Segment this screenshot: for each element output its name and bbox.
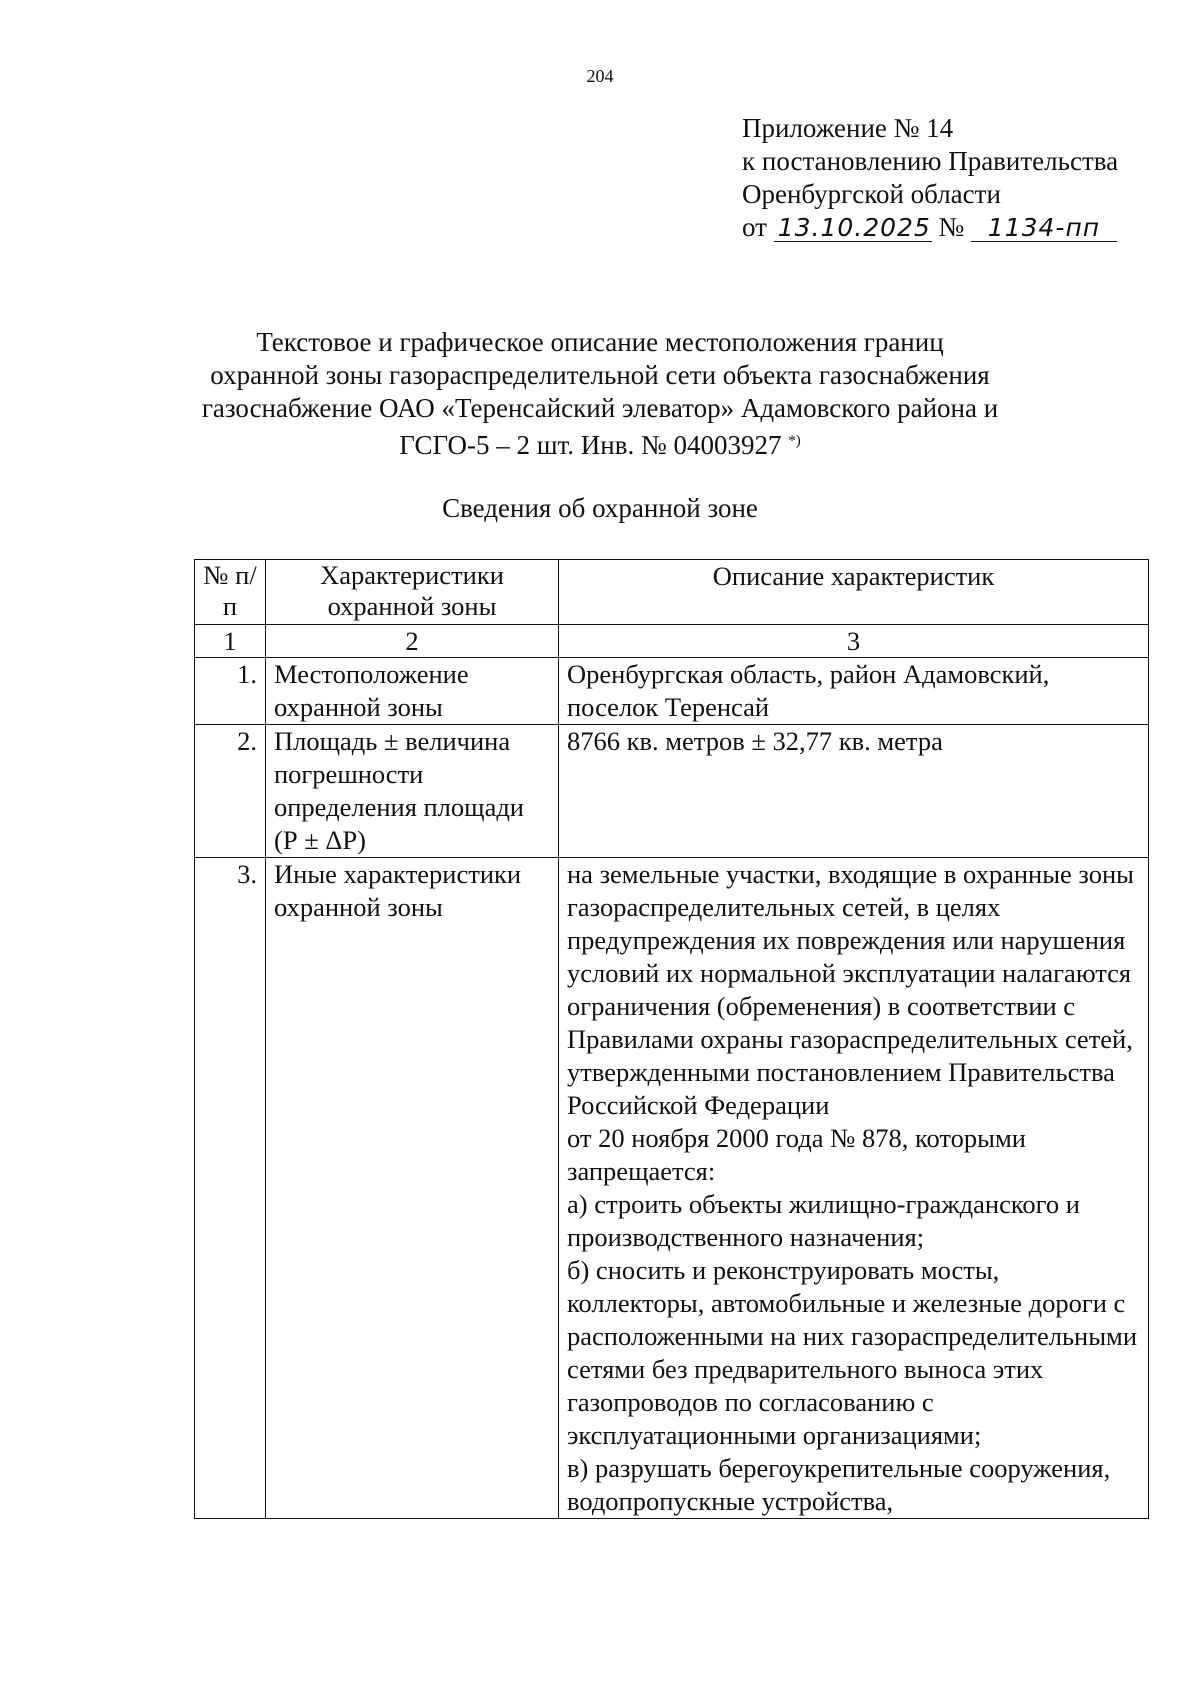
document-title bbox=[0, 326, 1200, 462]
title-line-1: Текстовое и графическое описание местоположения границ bbox=[256, 327, 944, 357]
table-row bbox=[195, 725, 1149, 858]
title-line-3: газоснабжение ОАО «Теренсайский элеватор» Адамовского района и bbox=[201, 393, 999, 423]
row-characteristic: Иные характеристики охранной зоны bbox=[266, 858, 559, 1519]
title-line-4-text: ГСГО-5 – 2 шт. Инв. № 04003927 bbox=[399, 430, 782, 460]
footnote-mark: *) bbox=[788, 433, 801, 449]
annex-from-prefix: от bbox=[742, 212, 767, 242]
row-description: Оренбургская область, район Адамовский, поселок Теренсай bbox=[559, 658, 1149, 725]
column-number-2: 2 bbox=[266, 625, 559, 658]
protection-zone-table bbox=[194, 559, 1149, 1519]
column-number-1: 1 bbox=[195, 625, 266, 658]
header-number: № п/п bbox=[195, 560, 266, 625]
annex-block bbox=[742, 112, 1118, 244]
annex-handwritten-date: 13.10.2025 bbox=[774, 215, 932, 242]
table-column-numbers-row bbox=[195, 625, 1149, 658]
section-title: Сведения об охранной зоне bbox=[442, 493, 758, 523]
annex-title: Приложение № 14 bbox=[742, 113, 954, 143]
annex-reference: к постановлению Правительства bbox=[742, 146, 1119, 176]
table-row bbox=[195, 658, 1149, 725]
row-number: 1. bbox=[195, 658, 266, 725]
row-characteristic: Площадь ± величина погрешности определения площади (Р ± ΔР) bbox=[266, 725, 559, 858]
table-header-row bbox=[195, 560, 1149, 625]
table-row bbox=[195, 858, 1149, 1519]
row-description: на земельные участки, входящие в охранные зоны газораспределительных сетей, в целях предупреждения их повреждения или нарушения условий их нормальной эксплуатации налагаются ограничения (обременения) в соответствии с Правилами охраны газораспределительных сетей, утвержденными постановлением Правительства Российской Федерации от 20 ноября 2000 года № 878, которыми запрещается: а) строить объекты жилищно-гражданского и производственного назначения; б) сносить и реконструировать мосты, коллекторы, автомобильные и железные дороги с расположенными на них газораспределительными сетями без предварительного выноса этих газопроводов по согласованию с эксплуатационными организациями; в) разрушать берегоукрепительные сооружения, водопропускные устройства, bbox=[559, 858, 1149, 1519]
header-description: Описание характеристик bbox=[559, 560, 1149, 625]
title-line-4 bbox=[0, 425, 1200, 462]
row-number: 2. bbox=[195, 725, 266, 858]
title-line-2: охранной зоны газораспределительной сети объекта газоснабжения bbox=[210, 360, 990, 390]
annex-handwritten-number: 1134-пп bbox=[971, 215, 1117, 242]
annex-date-line bbox=[742, 211, 1118, 244]
column-number-3: 3 bbox=[559, 625, 1149, 658]
page-number: 204 bbox=[586, 66, 614, 86]
row-number: 3. bbox=[195, 858, 266, 1519]
header-characteristics: Характеристики охранной зоны bbox=[266, 560, 559, 625]
annex-region: Оренбургской области bbox=[742, 179, 1001, 209]
row-characteristic: Местоположение охранной зоны bbox=[266, 658, 559, 725]
annex-number-prefix: № bbox=[938, 212, 965, 242]
row-description: 8766 кв. метров ± 32,77 кв. метра bbox=[559, 725, 1149, 858]
